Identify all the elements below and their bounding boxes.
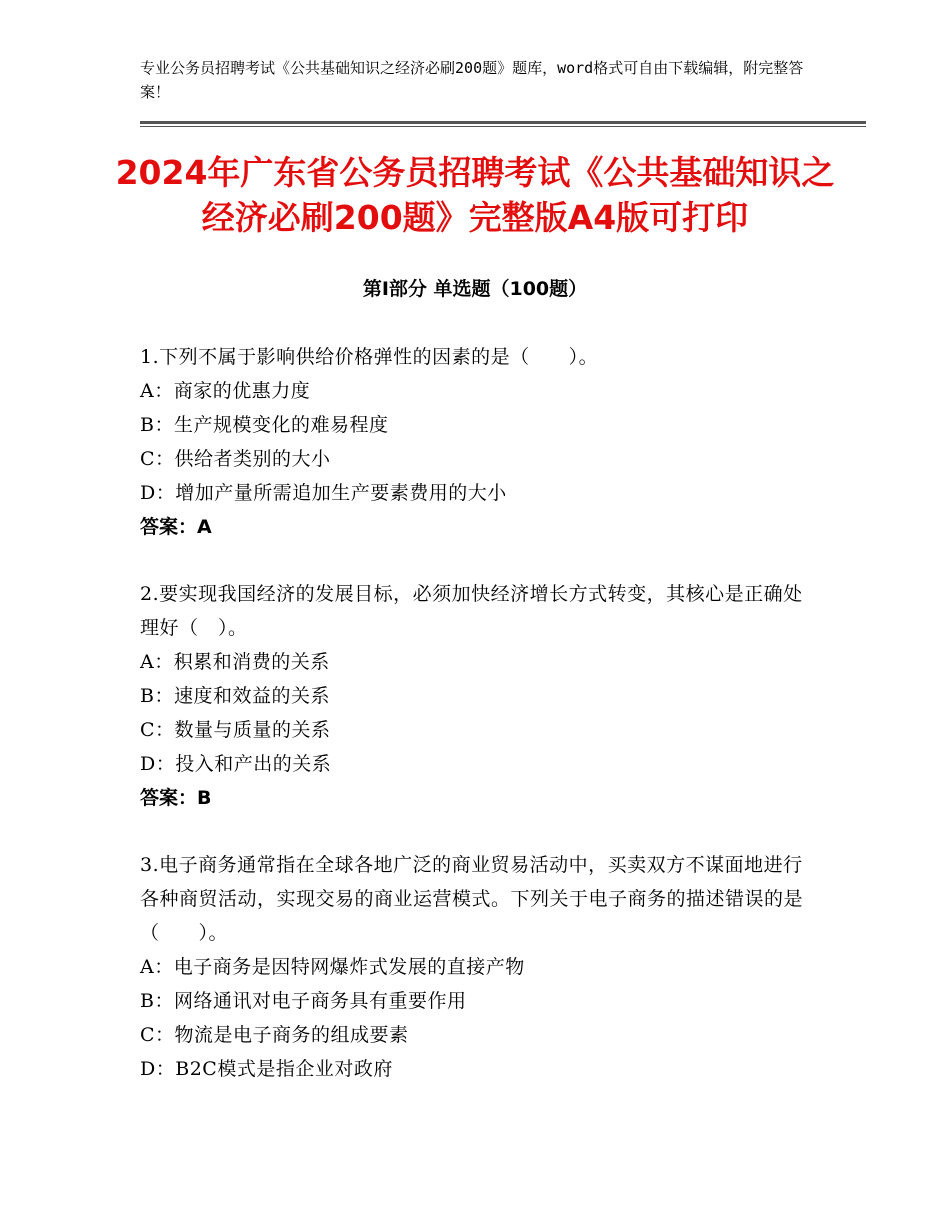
option-a: A：电子商务是因特网爆炸式发展的直接产物 — [140, 956, 525, 978]
option-a: A：积累和消费的关系 — [140, 651, 330, 673]
option-d: D：投入和产出的关系 — [140, 753, 332, 775]
document-title: 2024年广东省公务员招聘考试《公共基础知识之经济必刷200题》完整版A4版可打印 — [115, 153, 835, 237]
option-a: A：商家的优惠力度 — [140, 380, 311, 402]
answer: 答案：B — [140, 787, 212, 809]
question-stem: 3.电子商务通常指在全球各地广泛的商业贸易活动中，买卖双方不谋面地进行各种商贸活动，实现交易的商业运营模式。下列关于电子商务的描述错误的是（ ）。 — [140, 854, 804, 944]
option-d: D：增加产量所需追加生产要素费用的大小 — [140, 482, 507, 504]
option-d: D：B2C模式是指企业对政府 — [140, 1058, 393, 1080]
question-list — [140, 340, 810, 1119]
header-note: 专业公务员招聘考试《公共基础知识之经济必刷200题》题库，word格式可自由下载编辑，附完整答案！ — [140, 59, 804, 101]
question-item — [140, 848, 810, 1086]
option-c: C：供给者类别的大小 — [140, 448, 331, 470]
question-item — [140, 577, 810, 815]
option-c: C：数量与质量的关系 — [140, 719, 331, 741]
header-divider-thin — [140, 126, 866, 127]
question-stem: 2.要实现我国经济的发展目标，必须加快经济增长方式转变，其核心是正确处理好（ ）。 — [140, 583, 803, 639]
question-stem: 1.下列不属于影响供给价格弹性的因素的是（ ）。 — [140, 346, 599, 368]
question-item — [140, 340, 810, 544]
option-b: B：速度和效益的关系 — [140, 685, 330, 707]
option-c: C：物流是电子商务的组成要素 — [140, 1024, 409, 1046]
header-divider-thick — [140, 121, 866, 124]
answer: 答案：A — [140, 516, 212, 538]
section-title: 第Ⅰ部分 单选题（100题） — [362, 278, 588, 300]
option-b: B：网络通讯对电子商务具有重要作用 — [140, 990, 467, 1012]
option-b: B：生产规模变化的难易程度 — [140, 414, 389, 436]
